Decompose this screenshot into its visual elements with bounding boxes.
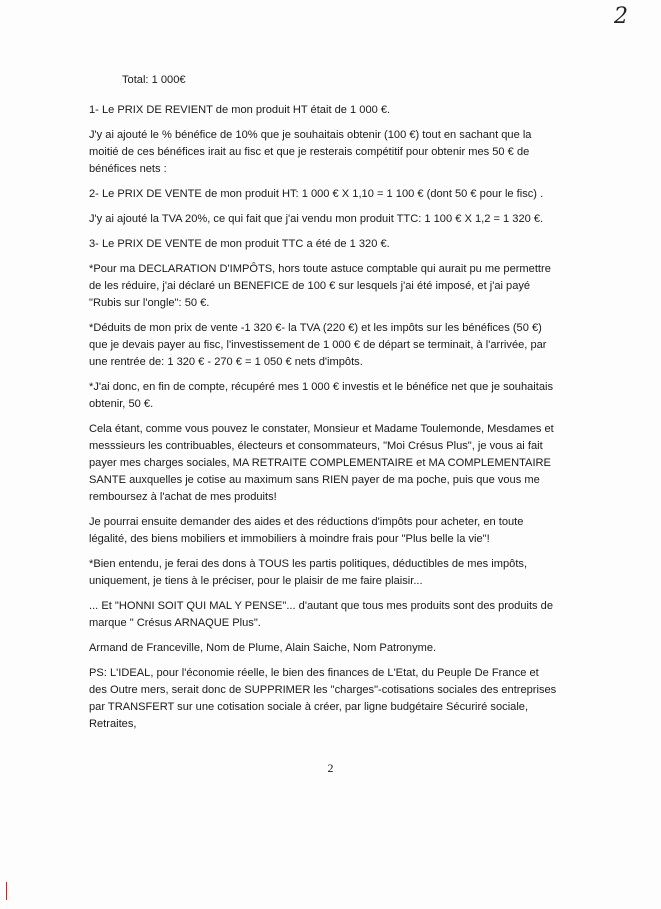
- handwritten-page-number: 2: [614, 4, 628, 29]
- paragraph-cela-etant: Cela étant, comme vous pouvez le constater, Monsieur et Madame Toulemonde, Mesdames et messsieurs les contribuables, électeurs et consommateurs, "Moi Crésus Plus", je vous ai fait payer mes charges sociales, MA RETRAITE COMPLEMENTAIRE et MA COMPLEMENTAIRE SANTE auxquelles je cotise au maximum sans RIEN payer de ma poche, puis que vous me remboursez à l'achat de mes produits!: [89, 423, 554, 503]
- paragraph-tva: J'y ai ajouté la TVA 20%, ce qui fait que j'ai vendu mon produit TTC: 1 100 € X 1,2 = 1 320 €.: [89, 213, 544, 225]
- paragraph-dons: *Bien entendu, je ferai des dons à TOUS les partis politiques, déductibles de mes impôts, uniquement, je tiens à le préciser, pour le plaisir de me faire plaisir...: [89, 558, 528, 587]
- paragraph-recupere: *J'ai donc, en fin de compte, récupéré mes 1 000 € investis et le bénéfice net que je souhaitais obtenir, 50 €.: [89, 381, 554, 410]
- paragraph-aides: Je pourrai ensuite demander des aides et des réductions d'impôts pour acheter, en toute légalité, des biens mobiliers et immobiliers à moindre frais pour "Plus belle la vie"!: [89, 516, 524, 545]
- paragraph-prix-vente-ht: 2- Le PRIX DE VENTE de mon produit HT: 1 000 € X 1,10 = 1 100 € (dont 50 € pour le fisc) .: [89, 188, 544, 200]
- paragraph-ps: PS: L'IDEAL, pour l'économie réelle, le bien des finances de L'Etat, du Peuple De France et des Outre mers, serait donc de SUPPRIMER les "charges"-cotisations sociales des entreprises par TRANSFERT sur une cotisation sociale à créer, par ligne budgétaire Sécuriré sociale, Retraites,: [89, 667, 557, 730]
- paragraph-prix-vente-ttc: 3- Le PRIX DE VENTE de mon produit TTC a été de 1 320 €.: [89, 238, 390, 250]
- paragraph-deduits: *Déduits de mon prix de vente -1 320 €- la TVA (220 €) et les impôts sur les bénéfices (50 €) que je devais payer au fisc, l'investissement de 1 000 € de départ se terminait, à l'arrivée, par une rentrée de: 1 320 € - 270 € = 1 050 € nets d'impôts.: [89, 322, 547, 368]
- document-body: [89, 72, 559, 741]
- page-number: 2: [327, 761, 334, 775]
- paragraph-prix-de-revient: 1- Le PRIX DE REVIENT de mon produit HT était de 1 000 €.: [89, 104, 391, 116]
- paragraph-declaration-impots: *Pour ma DECLARATION D'IMPÔTS, hors toute astuce comptable qui aurait pu me permettre de les réduire, j'ai déclaré un BENEFICE de 100 € sur lesquels j'ai été imposé, et j'ai payé "Rubis sur l'ongle": 50 €.: [89, 263, 551, 309]
- paragraph-benefice: J'y ai ajouté le % bénéfice de 10% que je souhaitais obtenir (100 €) tout en sachant que la moitié de ces bénéfices irait au fisc et que je resterais compétitif pour obtenir mes 50 € de bénéfices nets :: [89, 129, 532, 175]
- margin-mark: [6, 882, 7, 900]
- paragraph-honni: ... Et "HONNI SOIT QUI MAL Y PENSE"... d'autant que tous mes produits sont des produits de marque " Crésus ARNAQUE Plus".: [89, 600, 554, 629]
- total-line: Total: 1 000€: [122, 74, 186, 86]
- paragraph-signature: Armand de Franceville, Nom de Plume, Alain Saiche, Nom Patronyme.: [89, 642, 437, 654]
